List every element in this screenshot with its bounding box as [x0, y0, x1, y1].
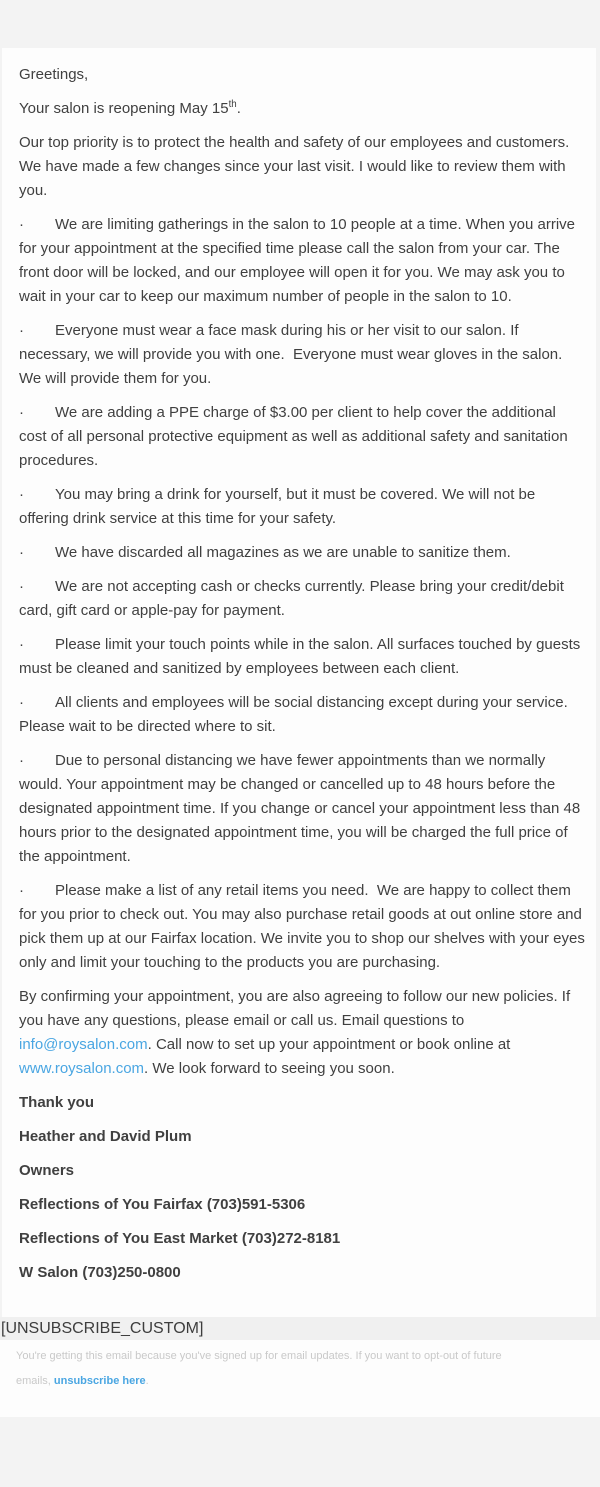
superscript-ordinal: th [228, 99, 237, 110]
bullet-item-appointments [19, 749, 587, 869]
bullet-marker: · [19, 486, 24, 503]
bullet-item-payment [19, 575, 587, 623]
bullet-text: You may bring a drink for yourself, but it must be covered. We will not be offering drink service at this time for your safety. [19, 486, 540, 527]
signoff-owners: Owners [19, 1162, 75, 1179]
bullet-marker: · [19, 882, 24, 899]
closing-text-2: . Call now to set up your appointment or book online at [147, 1036, 515, 1053]
bullet-text: Everyone must wear a face mask during his or her visit to our salon. If necessary, we will provide you with one. Everyone must wear gloves in the salon. We will provide them for you. [19, 322, 571, 387]
unsubscribe-link[interactable]: unsubscribe here [53, 1375, 146, 1387]
signoff-location-w-salon: W Salon (703)250-0800 [19, 1264, 181, 1281]
bullet-text: Please make a list of any retail items you need. We are happy to collect them for you prior to check out. You may also purchase retail goods at out online store and pick them up at our Fairfax location. We invite you to shop our shelves with your eyes only and limit your touching to the products you are purchasing. [19, 882, 590, 971]
bullet-marker: · [19, 752, 24, 769]
email-footer [0, 1340, 600, 1417]
bullet-item-gatherings [19, 213, 587, 309]
bullet-marker: · [19, 636, 24, 653]
bullet-item-magazines [19, 541, 587, 565]
signoff-thank-you: Thank you [19, 1094, 95, 1111]
unsubscribe-tag-text: [UNSUBSCRIBE_CUSTOM] [1, 1320, 204, 1337]
signoff-location-east-market: Reflections of You East Market (703)272-8181 [19, 1230, 341, 1247]
bullet-marker: · [19, 544, 24, 561]
bullet-list [19, 213, 590, 975]
bullet-text: Please limit your touch points while in the salon. All surfaces touched by guests must be cleaned and sanitized by employees between each client. [19, 636, 585, 677]
bullet-marker: · [19, 578, 24, 595]
bullet-item-face-mask [19, 319, 587, 391]
closing-paragraph [19, 985, 587, 1081]
bullet-item-social-distancing [19, 691, 587, 739]
bullet-marker: · [19, 694, 24, 711]
email-link[interactable]: info@roysalon.com [19, 1036, 148, 1053]
bullet-text: We are adding a PPE charge of $3.00 per client to help cover the additional cost of all personal protective equipment as well as additional safety and sanitation procedures. [19, 404, 572, 469]
bullet-text: All clients and employees will be social distancing except during your service. Please wait to be directed where to sit. [19, 694, 572, 735]
bullet-item-retail [19, 879, 590, 975]
closing-text-1: By confirming your appointment, you are also agreeing to follow our new policies. If you have any questions, please email or call us. Email questions to [19, 988, 575, 1029]
bullet-item-touch-points [19, 633, 587, 681]
greeting-text: Greetings, [19, 66, 89, 83]
email-body-card [2, 48, 596, 1317]
reopening-text [19, 97, 587, 121]
footer-text-after: . [145, 1375, 149, 1387]
unsubscribe-tag-band [0, 1317, 600, 1340]
bullet-item-ppe-charge [19, 401, 587, 473]
signoff-names: Heather and David Plum [19, 1128, 192, 1145]
reopening-text-after: . [236, 100, 241, 117]
bullet-item-drink [19, 483, 587, 531]
closing-text-3: . We look forward to seeing you soon. [144, 1060, 395, 1077]
bullet-marker: · [19, 322, 24, 339]
bullet-text: We are not accepting cash or checks currently. Please bring your credit/debit card, gift card or apple-pay for payment. [19, 578, 569, 619]
reopening-text-before: Your salon is reopening May 15 [19, 100, 229, 117]
bullet-text: We are limiting gatherings in the salon to 10 people at a time. When you arrive for your appointment at the specified time please call the salon from your car. The front door will be locked, and our employee will open it for you. We may ask you to wait in your car to keep our maximum number of people in the salon to 10. [19, 216, 580, 305]
website-link[interactable]: www.roysalon.com [19, 1060, 145, 1077]
intro-paragraph: Our top priority is to protect the health and safety of our employees and customers. We have made a few changes since your last visit. I would like to review them with you. [19, 134, 574, 199]
bullet-text: We have discarded all magazines as we are unable to sanitize them. [55, 544, 511, 561]
footer-permission-text [16, 1344, 516, 1394]
footer-text-before: You're getting this email because you've signed up for email updates. If you want to opt-out of future emails, [16, 1350, 505, 1387]
bullet-marker: · [19, 216, 24, 233]
signoff-location-fairfax: Reflections of You Fairfax (703)591-5306 [19, 1196, 306, 1213]
bullet-text: Due to personal distancing we have fewer appointments than we normally would. Your appointment may be changed or cancelled up to 48 hours before the designated appointment time. If you change or cancel your appointment less than 48 hours prior to the designated appointment time, you will be charged the full price of the appointment. [19, 752, 585, 865]
bullet-marker: · [19, 404, 24, 421]
